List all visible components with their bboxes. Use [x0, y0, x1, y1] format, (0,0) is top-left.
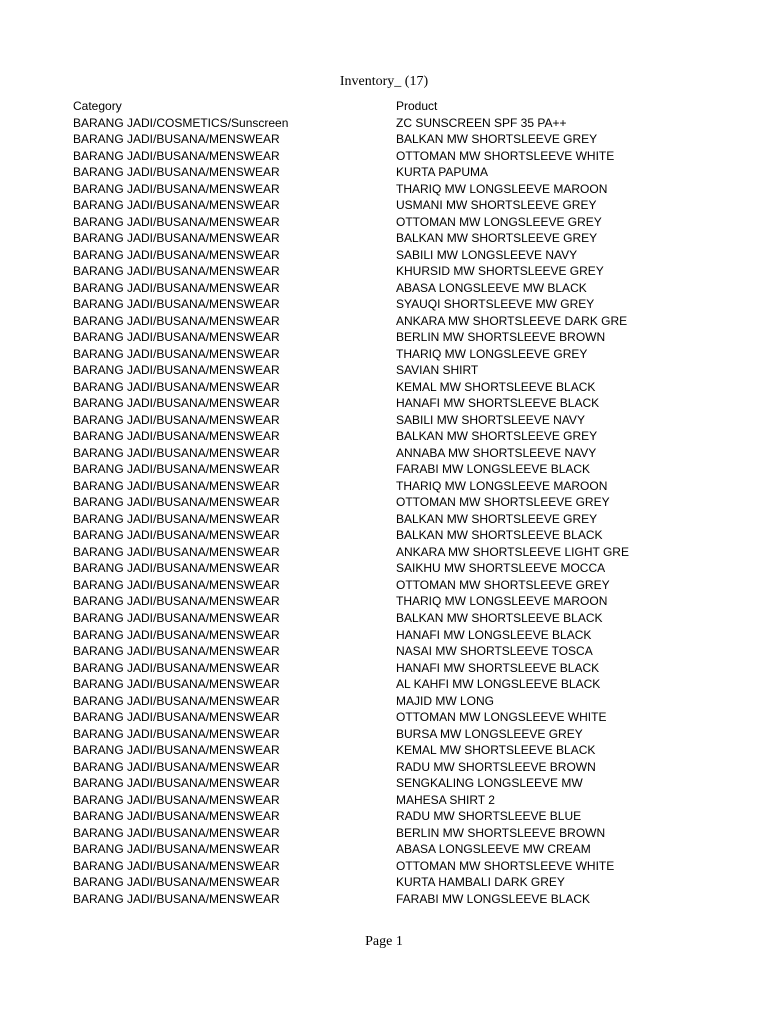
table-row — [73, 627, 643, 644]
product-cell: BALKAN MW SHORTSLEEVE GREY — [396, 231, 598, 246]
category-cell: BARANG JADI/BUSANA/MENSWEAR — [73, 181, 280, 196]
table-row — [73, 214, 643, 231]
category-cell: BARANG JADI/BUSANA/MENSWEAR — [73, 363, 280, 378]
table-row — [73, 891, 643, 908]
product-cell: THARIQ MW LONGSLEEVE MAROON — [396, 478, 608, 493]
product-cell: HANAFI MW SHORTSLEEVE BLACK — [396, 396, 600, 411]
category-cell: BARANG JADI/BUSANA/MENSWEAR — [73, 594, 280, 609]
table-row — [73, 230, 643, 247]
category-cell: BARANG JADI/BUSANA/MENSWEAR — [73, 776, 280, 791]
product-cell: SAIKHU MW SHORTSLEEVE MOCCA — [396, 561, 606, 576]
product-cell: ABASA LONGSLEEVE MW BLACK — [396, 280, 587, 295]
product-cell: MAJID MW LONG — [396, 693, 494, 708]
product-cell: RADU MW SHORTSLEEVE BLUE — [396, 809, 582, 824]
table-row — [73, 478, 643, 495]
category-cell: BARANG JADI/BUSANA/MENSWEAR — [73, 891, 280, 906]
table-row — [73, 181, 643, 198]
table-row — [73, 610, 643, 627]
table-row — [73, 280, 643, 297]
table-row — [73, 726, 643, 743]
table-row — [73, 858, 643, 875]
category-cell: BARANG JADI/BUSANA/MENSWEAR — [73, 677, 280, 692]
table-row — [73, 263, 643, 280]
category-cell: BARANG JADI/BUSANA/MENSWEAR — [73, 297, 280, 312]
table-row — [73, 775, 643, 792]
table-row — [73, 346, 643, 363]
product-cell: SYAUQI SHORTSLEEVE MW GREY — [396, 297, 595, 312]
product-cell: SABILI MW LONGSLEEVE NAVY — [396, 247, 578, 262]
product-cell: BERLIN MW SHORTSLEEVE BROWN — [396, 330, 606, 345]
category-cell: BARANG JADI/BUSANA/MENSWEAR — [73, 644, 280, 659]
table-row — [73, 362, 643, 379]
category-cell: BARANG JADI/BUSANA/MENSWEAR — [73, 429, 280, 444]
table-row — [73, 511, 643, 528]
table-row — [73, 445, 643, 462]
product-cell: RADU MW SHORTSLEEVE BROWN — [396, 759, 596, 774]
inventory-table — [73, 98, 643, 907]
product-cell: USMANI MW SHORTSLEEVE GREY — [396, 198, 597, 213]
category-cell: BARANG JADI/BUSANA/MENSWEAR — [73, 759, 280, 774]
table-row — [73, 494, 643, 511]
product-cell: FARABI MW LONGSLEEVE BLACK — [396, 891, 591, 906]
table-row — [73, 693, 643, 710]
product-cell: HANAFI MW SHORTSLEEVE BLACK — [396, 660, 600, 675]
table-row — [73, 742, 643, 759]
table-row — [73, 313, 643, 330]
category-cell: BARANG JADI/BUSANA/MENSWEAR — [73, 577, 280, 592]
product-cell: OTTOMAN MW SHORTSLEEVE GREY — [396, 577, 610, 592]
category-cell: BARANG JADI/BUSANA/MENSWEAR — [73, 511, 280, 526]
product-cell: ABASA LONGSLEEVE MW CREAM — [396, 842, 591, 857]
table-row — [73, 527, 643, 544]
category-cell: BARANG JADI/BUSANA/MENSWEAR — [73, 379, 280, 394]
category-cell: BARANG JADI/BUSANA/MENSWEAR — [73, 214, 280, 229]
table-row — [73, 643, 643, 660]
table-row — [73, 792, 643, 809]
category-cell: BARANG JADI/BUSANA/MENSWEAR — [73, 660, 280, 675]
product-cell: SENGKALING LONGSLEEVE MW — [396, 776, 583, 791]
product-cell: BALKAN MW SHORTSLEEVE BLACK — [396, 610, 603, 625]
table-row — [73, 296, 643, 313]
table-row — [73, 115, 643, 132]
table-row — [73, 461, 643, 478]
table-row — [73, 660, 643, 677]
page-number: Page 1 — [365, 934, 403, 949]
product-cell: KEMAL MW SHORTSLEEVE BLACK — [396, 743, 596, 758]
category-cell: BARANG JADI/BUSANA/MENSWEAR — [73, 346, 280, 361]
product-cell: OTTOMAN MW SHORTSLEEVE WHITE — [396, 148, 615, 163]
table-row — [73, 577, 643, 594]
category-cell: BARANG JADI/BUSANA/MENSWEAR — [73, 132, 280, 147]
category-cell: BARANG JADI/BUSANA/MENSWEAR — [73, 264, 280, 279]
table-row — [73, 428, 643, 445]
category-cell: BARANG JADI/BUSANA/MENSWEAR — [73, 561, 280, 576]
table-row — [73, 544, 643, 561]
table-row — [73, 329, 643, 346]
product-cell: ANNABA MW SHORTSLEEVE NAVY — [396, 445, 597, 460]
category-cell: BARANG JADI/BUSANA/MENSWEAR — [73, 825, 280, 840]
product-cell: ZC SUNSCREEN SPF 35 PA++ — [396, 115, 567, 130]
table-row — [73, 164, 643, 181]
table-row — [73, 808, 643, 825]
product-cell: ANKARA MW SHORTSLEEVE LIGHT GRE — [396, 544, 629, 559]
table-row — [73, 247, 643, 264]
product-cell: OTTOMAN MW LONGSLEEVE WHITE — [396, 710, 607, 725]
table-body — [73, 115, 643, 908]
category-cell: BARANG JADI/BUSANA/MENSWEAR — [73, 165, 280, 180]
category-cell: BARANG JADI/BUSANA/MENSWEAR — [73, 809, 280, 824]
table-row — [73, 825, 643, 842]
product-cell: KURTA HAMBALI DARK GREY — [396, 875, 565, 890]
category-cell: BARANG JADI/BUSANA/MENSWEAR — [73, 544, 280, 559]
product-cell: THARIQ MW LONGSLEEVE GREY — [396, 346, 588, 361]
product-cell: BURSA MW LONGSLEEVE GREY — [396, 726, 583, 741]
category-cell: BARANG JADI/BUSANA/MENSWEAR — [73, 693, 280, 708]
table-row — [73, 197, 643, 214]
table-row — [73, 874, 643, 891]
product-cell: MAHESA SHIRT 2 — [396, 792, 495, 807]
category-cell: BARANG JADI/BUSANA/MENSWEAR — [73, 875, 280, 890]
category-cell: BARANG JADI/BUSANA/MENSWEAR — [73, 710, 280, 725]
product-cell: KHURSID MW SHORTSLEEVE GREY — [396, 264, 604, 279]
table-header-row — [73, 98, 643, 115]
category-cell: BARANG JADI/BUSANA/MENSWEAR — [73, 610, 280, 625]
column-header-product: Product — [396, 99, 438, 113]
product-cell: SAVIAN SHIRT — [396, 363, 479, 378]
product-cell: OTTOMAN MW SHORTSLEEVE GREY — [396, 495, 610, 510]
product-cell: THARIQ MW LONGSLEEVE MAROON — [396, 181, 608, 196]
product-cell: BALKAN MW SHORTSLEEVE BLACK — [396, 528, 603, 543]
product-cell: BALKAN MW SHORTSLEEVE GREY — [396, 132, 598, 147]
category-cell: BARANG JADI/COSMETICS/Sunscreen — [73, 115, 289, 130]
table-row — [73, 379, 643, 396]
product-cell: HANAFI MW LONGSLEEVE BLACK — [396, 627, 592, 642]
category-cell: BARANG JADI/BUSANA/MENSWEAR — [73, 280, 280, 295]
category-cell: BARANG JADI/BUSANA/MENSWEAR — [73, 627, 280, 642]
category-cell: BARANG JADI/BUSANA/MENSWEAR — [73, 330, 280, 345]
category-cell: BARANG JADI/BUSANA/MENSWEAR — [73, 495, 280, 510]
product-cell: AL KAHFI MW LONGSLEEVE BLACK — [396, 677, 601, 692]
product-cell: BALKAN MW SHORTSLEEVE GREY — [396, 429, 598, 444]
product-cell: OTTOMAN MW LONGSLEEVE GREY — [396, 214, 602, 229]
column-header-category: Category — [73, 99, 122, 113]
category-cell: BARANG JADI/BUSANA/MENSWEAR — [73, 412, 280, 427]
table-row — [73, 593, 643, 610]
category-cell: BARANG JADI/BUSANA/MENSWEAR — [73, 313, 280, 328]
product-cell: KEMAL MW SHORTSLEEVE BLACK — [396, 379, 596, 394]
category-cell: BARANG JADI/BUSANA/MENSWEAR — [73, 462, 280, 477]
category-cell: BARANG JADI/BUSANA/MENSWEAR — [73, 445, 280, 460]
product-cell: FARABI MW LONGSLEEVE BLACK — [396, 462, 591, 477]
category-cell: BARANG JADI/BUSANA/MENSWEAR — [73, 231, 280, 246]
product-cell: ANKARA MW SHORTSLEEVE DARK GRE — [396, 313, 628, 328]
category-cell: BARANG JADI/BUSANA/MENSWEAR — [73, 396, 280, 411]
product-cell: OTTOMAN MW SHORTSLEEVE WHITE — [396, 858, 615, 873]
category-cell: BARANG JADI/BUSANA/MENSWEAR — [73, 858, 280, 873]
product-cell: NASAI MW SHORTSLEEVE TOSCA — [396, 644, 593, 659]
category-cell: BARANG JADI/BUSANA/MENSWEAR — [73, 743, 280, 758]
category-cell: BARANG JADI/BUSANA/MENSWEAR — [73, 528, 280, 543]
table-row — [73, 709, 643, 726]
table-row — [73, 412, 643, 429]
product-cell: THARIQ MW LONGSLEEVE MAROON — [396, 594, 608, 609]
document-title: Inventory_ (17) — [339, 74, 429, 89]
category-cell: BARANG JADI/BUSANA/MENSWEAR — [73, 792, 280, 807]
category-cell: BARANG JADI/BUSANA/MENSWEAR — [73, 247, 280, 262]
product-cell: KURTA PAPUMA — [396, 165, 489, 180]
category-cell: BARANG JADI/BUSANA/MENSWEAR — [73, 842, 280, 857]
category-cell: BARANG JADI/BUSANA/MENSWEAR — [73, 478, 280, 493]
category-cell: BARANG JADI/BUSANA/MENSWEAR — [73, 726, 280, 741]
table-row — [73, 148, 643, 165]
category-cell: BARANG JADI/BUSANA/MENSWEAR — [73, 148, 280, 163]
table-row — [73, 841, 643, 858]
product-cell: BALKAN MW SHORTSLEEVE GREY — [396, 511, 598, 526]
table-row — [73, 676, 643, 693]
table-row — [73, 131, 643, 148]
table-row — [73, 759, 643, 776]
table-row — [73, 395, 643, 412]
table-row — [73, 560, 643, 577]
product-cell: SABILI MW SHORTSLEEVE NAVY — [396, 412, 585, 427]
category-cell: BARANG JADI/BUSANA/MENSWEAR — [73, 198, 280, 213]
product-cell: BERLIN MW SHORTSLEEVE BROWN — [396, 825, 606, 840]
